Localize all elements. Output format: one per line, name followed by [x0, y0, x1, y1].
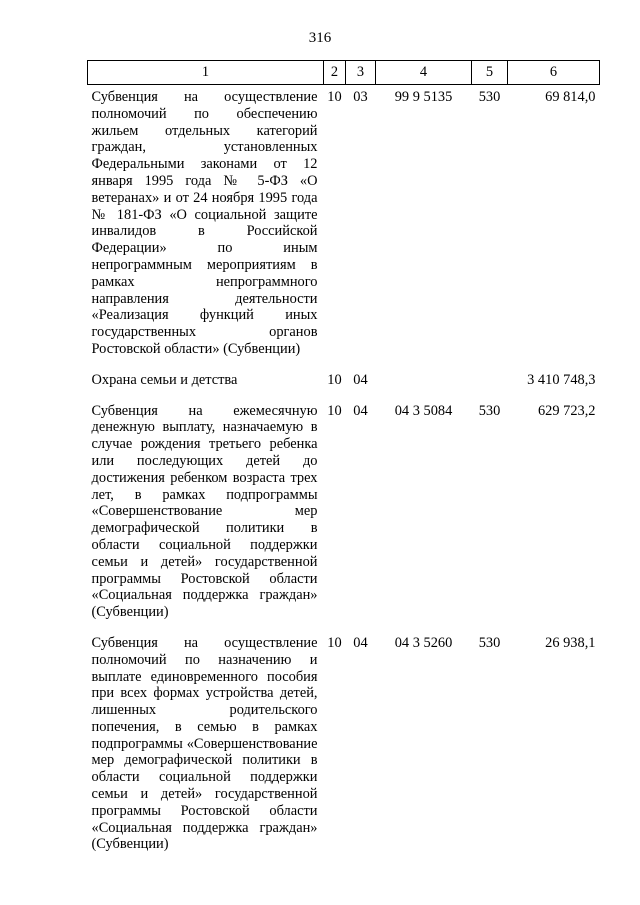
row-name: Субвенция на ежемесячную денежную выплату, назначаемую в случае рождения третьего ребенка или последующих детей до достижения ребенком возраста трех лет, в рамках подпрограммы «Совершенствование мер демографической политики в области социальной поддержки семьи и детей» государственной программы Ростовской области «Социальная поддержка граждан» (Субвенции) — [91, 402, 318, 621]
table-row — [88, 85, 600, 372]
table-row — [88, 635, 600, 867]
row-section: 10 — [327, 371, 342, 388]
row-expense-type: 530 — [478, 89, 501, 105]
header-col-2: 2 — [324, 61, 346, 85]
row-section: 10 — [327, 402, 342, 419]
row-target-article: 04 3 5084 — [394, 402, 453, 419]
row-target-article: 04 3 5260 — [394, 634, 453, 651]
row-target-article — [376, 372, 472, 403]
row-sum: 26 938,1 — [545, 634, 596, 651]
row-section: 10 — [327, 89, 342, 105]
header-col-3: 3 — [346, 61, 376, 85]
table-header-row — [88, 61, 600, 85]
row-subsection: 04 — [353, 634, 368, 651]
header-col-1: 1 — [88, 61, 324, 85]
table-row — [88, 403, 600, 635]
budget-table — [87, 60, 600, 867]
row-name: Субвенция на осуществление полномочий по обеспечению жильем отдельных категорий граждан, установленных Федеральными законами от 12 января 1995 года № 5-ФЗ «О ветеранах» и от 24 ноября 1995 года № 181-ФЗ «О социальной защите инвалидов в Российской Федерации» по иным непрограммным мероприятиям в рамках непрограммного направления деятельности «Реализация функций иных государственных органов Ростовской области» (Субвенции) — [91, 89, 318, 357]
row-sum: 3 410 748,3 — [527, 371, 596, 388]
row-sum: 69 814,0 — [545, 89, 596, 105]
header-col-4: 4 — [376, 61, 472, 85]
table-row — [88, 372, 600, 403]
row-subsection: 04 — [353, 402, 368, 419]
header-col-5: 5 — [472, 61, 508, 85]
row-subsection: 03 — [353, 89, 368, 105]
page-number: 316 — [308, 30, 332, 46]
row-name: Охрана семьи и детства — [91, 371, 238, 388]
header-col-6: 6 — [508, 61, 600, 85]
row-subsection: 04 — [353, 371, 368, 388]
row-expense-type: 530 — [478, 402, 501, 419]
row-target-article: 99 9 5135 — [394, 89, 453, 105]
row-section: 10 — [327, 634, 342, 651]
row-expense-type — [472, 372, 508, 403]
row-name: Субвенция на осуществление полномочий по назначению и выплате единовременного пособия при всех формах устройства детей, лишенных родительского попечения, в семью в рамках подпрограммы «Совершенствование мер демографической политики в области социальной поддержки семьи и детей» государственной программы Ростовской области «Социальная поддержка граждан» (Субвенции) — [91, 634, 318, 853]
row-sum: 629 723,2 — [537, 402, 596, 419]
row-expense-type: 530 — [478, 634, 501, 651]
